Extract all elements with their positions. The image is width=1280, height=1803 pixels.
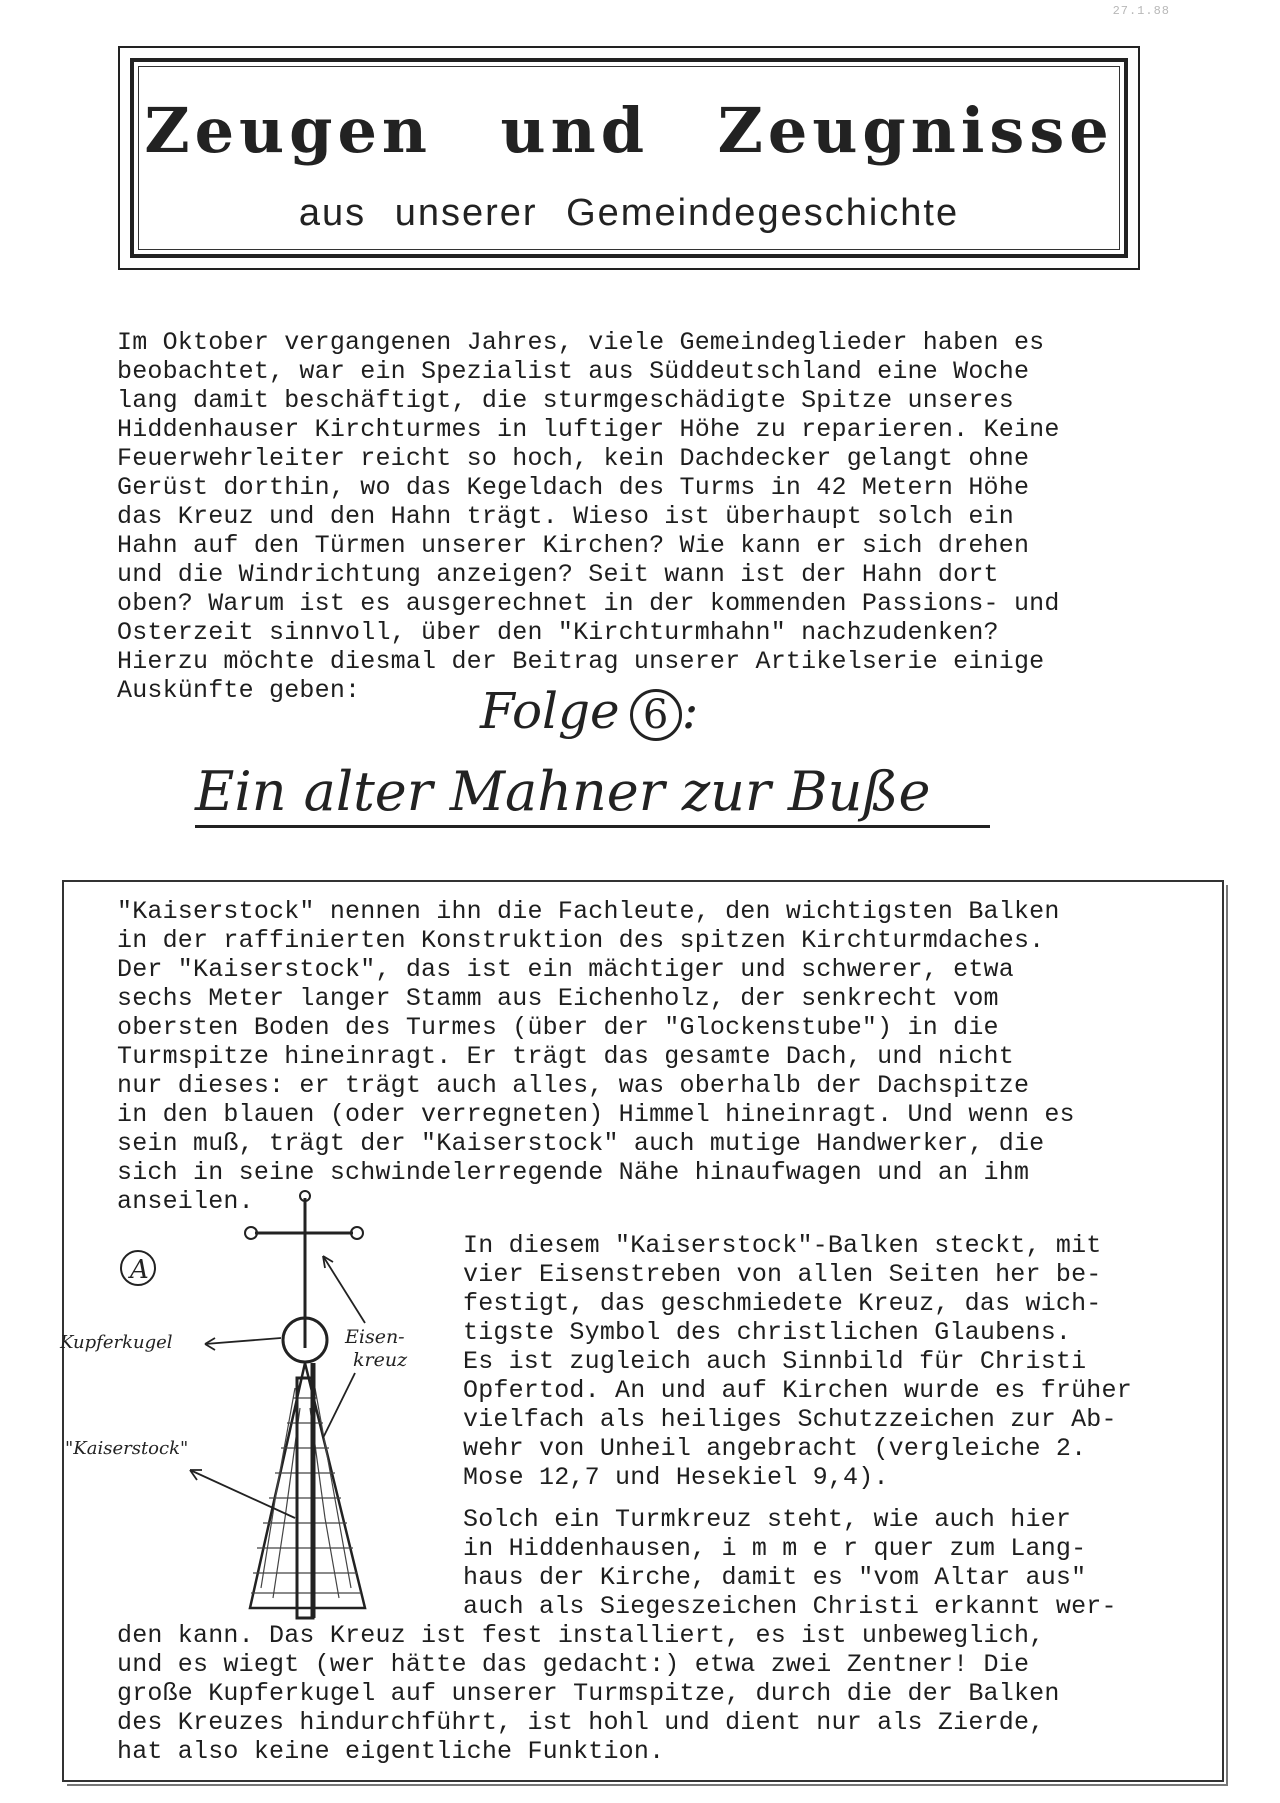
- arrow-eisenkreuz-upper: [323, 1256, 365, 1323]
- episode-label-text: Folge: [480, 682, 620, 740]
- intro-paragraph: Im Oktober vergangenen Jahres, viele Gemeindeglieder haben es beobachtet, war ein Spezialist aus Süddeutschland eine Woche lang damit beschäftigt, die sturmgeschädigte Spitze unseres Hiddenhauser Kirchturmes in luftiger Höhe zu reparieren. Keine Feuerwehrleiter reicht so hoch, kein Dachdecker gelangt ohne Gerüst dorthin, wo das Kegeldach des Turms in 42 Metern Höhe das Kreuz und den Hahn trägt. Wieso ist überhaupt solch ein Hahn auf den Türmen unserer Kirchen? Wie kann er sich drehen und die Windrichtung anzeigen? Seit wann ist der Hahn dort oben? Warum ist es ausgerechnet in der kommenden Passions- und Osterzeit sinnvoll, über den "Kirchturmhahn" nachzudenken? Hierzu möchte diesmal der Beitrag unserer Artikelserie einige Auskünfte geben:: [117, 328, 1060, 705]
- masthead-inner-frame: [130, 58, 1128, 258]
- series-title: Zeugen und Zeugnisse: [144, 94, 1114, 167]
- shingle-pattern: [251, 1388, 361, 1598]
- article-paragraph-4: den kann. Das Kreuz ist fest installiert, es ist unbeweglich, und es wiegt (wer hätte das gedacht:) etwa zwei Zentner! Die große Kupferkugel auf unserer Turmspitze, durch die der Balken des Kreuzes hindurchführt, ist hohl und dient nur als Zierde, hat also keine eigentliche Funktion.: [117, 1621, 1060, 1766]
- label-kreuz: kreuz: [353, 1349, 408, 1371]
- episode-title: Ein alter Mahner zur Buße: [195, 760, 990, 828]
- figure-marker: A: [130, 1255, 149, 1285]
- article-paragraph-1: "Kaiserstock" nennen ihn die Fachleute, den wichtigsten Balken in der raffinierten Konstruktion des spitzen Kirchturmdaches. Der "Kaiserstock", das ist ein mächtiger und schwerer, etwa sechs Meter langer Stamm aus Eichenholz, der senkrecht vom obersten Boden des Turmes (über der "Glockenstube") in die Turmspitze hineinragt. Er trägt das gesamte Dach, und nicht nur dieses: er trägt auch alles, was oberhalb der Dachspitze in den blauen (oder verregneten) Himmel hineinragt. Und wenn es sein muß, trägt der "Kaiserstock" auch mutige Handwerker, die sich in seine schwindelerregende Nähe hinaufwagen und an ihm anseilen.: [117, 897, 1075, 1216]
- episode-label: [480, 682, 699, 741]
- label-eisen: Eisen-: [345, 1326, 405, 1348]
- episode-number: 6: [630, 689, 682, 741]
- masthead-frame: [118, 46, 1140, 270]
- arrow-eisenkreuz-lower: [323, 1373, 355, 1438]
- arrow-eisenkreuz-upper-head: [323, 1256, 333, 1268]
- article-paragraph-3: Solch ein Turmkreuz steht, wie auch hier in Hiddenhausen, i m m e r quer zum Lang- haus der Kirche, damit es "vom Altar aus" auch als Siegeszeichen Christi erkannt wer-: [463, 1505, 1117, 1621]
- archive-mark: 27.1.88: [1112, 4, 1170, 18]
- label-kupferkugel: Kupferkugel: [60, 1332, 173, 1353]
- episode-colon: :: [681, 682, 699, 740]
- label-kaiserstock: "Kaiserstock": [65, 1438, 189, 1459]
- arrow-kupferkugel: [205, 1338, 281, 1344]
- series-subtitle: aus unserer Gemeindegeschichte: [298, 192, 960, 234]
- spire-illustration: [55, 1188, 455, 1628]
- article-paragraph-2: In diesem "Kaiserstock"-Balken steckt, mit vier Eisenstreben von allen Seiten her be- festigt, das geschmiedete Kreuz, das wich- tigste Symbol des christlichen Glaubens. Es ist zugleich auch Sinnbild für Christi Opfertod. An und auf Kirchen wurde es früher vielfach als heiliges Schutzzeichen zur Ab- wehr von Unheil angebracht (vergleiche 2. Mose 12,7 und Hesekiel 9,4).: [463, 1231, 1132, 1492]
